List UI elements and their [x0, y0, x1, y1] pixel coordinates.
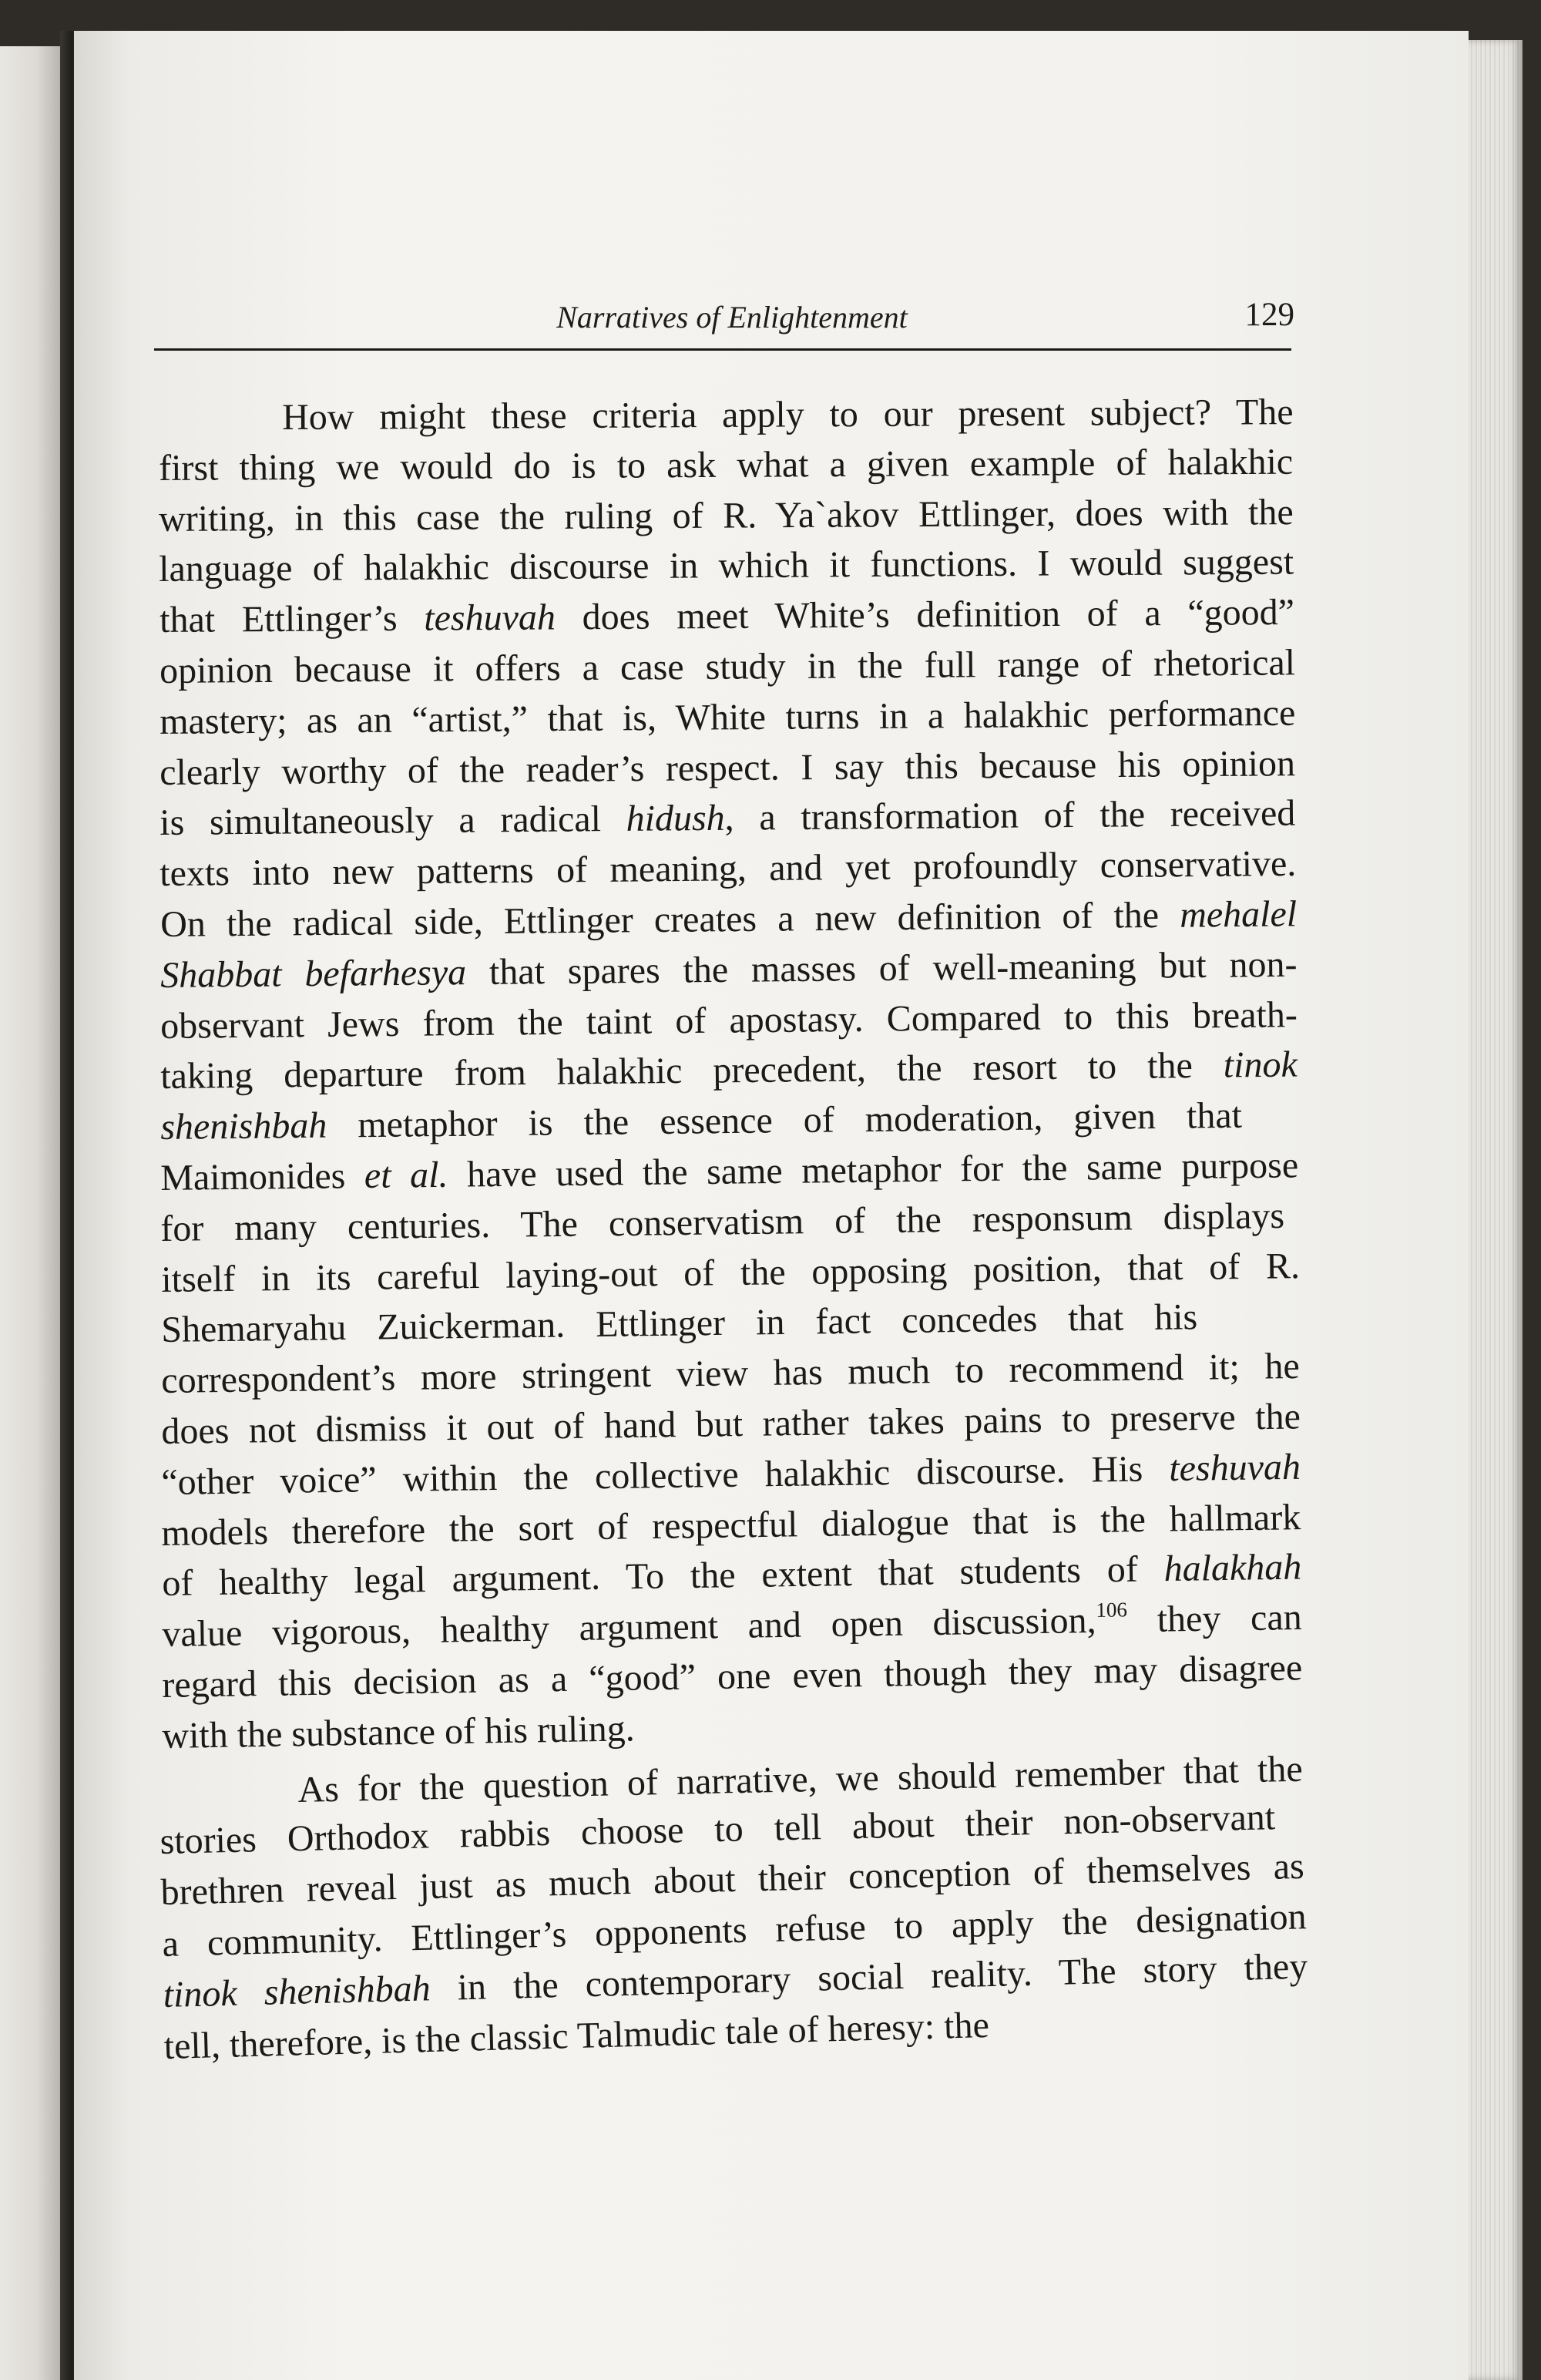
- text-run: brethren reveal just as much about their conception of themselves as: [160, 1845, 1305, 1913]
- text-run: for many centuries. The conservatism of the responsum displays: [160, 1195, 1285, 1249]
- text-run: language of halakhic discourse in which it functions. I would suggest: [159, 541, 1294, 590]
- text-run: clearly worthy of the reader’s respect. I say this because his opinion: [159, 742, 1296, 793]
- text-run: that Ettlinger’s: [159, 597, 425, 641]
- text-run: does meet White’s definition of a “good”: [555, 592, 1294, 638]
- page-number: 129: [1244, 297, 1294, 333]
- text-run: taking departure from halakhic precedent, the resort to the: [160, 1044, 1224, 1098]
- text-run: correspondent’s more stringent view has much to recommend it; he: [160, 1346, 1301, 1402]
- text-run: with the substance of his ruling.: [162, 1708, 636, 1756]
- text-line: [159, 641, 1295, 693]
- text-run: On the radical side, Ettlinger creates a new definition of the: [159, 894, 1180, 945]
- text-line: [159, 440, 1293, 489]
- text-line: [159, 591, 1294, 642]
- running-title: Narratives of Enlightenment: [556, 300, 908, 334]
- italic-term: Shabbat befarhesya: [159, 951, 467, 996]
- italic-term: tinok shenishbah: [162, 1968, 431, 2015]
- text-run: itself in its careful laying-out of the opposing position, that of R.: [160, 1245, 1300, 1300]
- text-line: [159, 692, 1296, 744]
- text-run: that spares the masses of well-meaning but non-: [465, 943, 1298, 993]
- text-run: regard this decision as a “good” one even though they may disagree: [161, 1647, 1303, 1706]
- text-run: observant Jews from the taint of apostasy. Compared to this breath-: [159, 993, 1298, 1047]
- text-run: first thing we would do is to ask what a given example of halakhic: [159, 441, 1294, 489]
- text-run: in the contemporary social reality. The story they: [429, 1945, 1308, 2009]
- text-run: tell, therefore, is the classic Talmudic tale of heresy: the: [163, 2004, 990, 2067]
- italic-term: teshuvah: [423, 597, 556, 639]
- text-run: value vigorous, healthy argument and open discussion,: [161, 1600, 1096, 1656]
- text-run: of healthy legal argument. To the extent that students of: [161, 1548, 1164, 1605]
- text-line: [282, 391, 1294, 439]
- italic-term: teshuvah: [1169, 1446, 1301, 1489]
- page-stack-edges: [1469, 40, 1523, 2380]
- text-run: writing, in this case the ruling of R. Ya`akov Ettlinger, does with the: [159, 491, 1294, 540]
- text-line: [159, 491, 1294, 541]
- text-run: As for the question of narrative, we should remember that the: [297, 1748, 1304, 1810]
- text-run: “other voice” within the collective halakhic discourse. His: [161, 1447, 1170, 1503]
- text-run: a community. Ettlinger’s opponents refuse to apply the designation: [161, 1895, 1307, 1965]
- italic-term: et al.: [364, 1154, 449, 1197]
- text-run: mastery; as an “artist,” that is, White turns in a halakhic performance: [159, 692, 1296, 742]
- text-run: texts into new patterns of meaning, and yet profoundly conservative.: [159, 843, 1297, 895]
- italic-term: halakhah: [1163, 1546, 1302, 1590]
- header-rule: [154, 348, 1291, 351]
- italic-term: mehalel: [1179, 893, 1297, 936]
- italic-term: hidush: [626, 798, 726, 840]
- text-run: stories Orthodox rabbis choose to tell about their non-observant: [159, 1796, 1276, 1862]
- text-line: [159, 742, 1295, 795]
- text-run: Maimonides: [160, 1155, 365, 1198]
- text-run: metaphor is the essence of moderation, given that: [327, 1094, 1243, 1146]
- text-line: [159, 541, 1294, 591]
- text-run: How might these criteria apply to our present subject? The: [282, 392, 1294, 438]
- footnote-ref: 106: [1095, 1598, 1127, 1622]
- text-run: , a transformation of the received: [724, 792, 1296, 839]
- text-run: Shemaryahu Zuickerman. Ettlinger in fact concedes that his: [160, 1296, 1198, 1351]
- italic-term: shenishbah: [160, 1104, 327, 1148]
- italic-term: tinok: [1223, 1044, 1298, 1086]
- text-run: is simultaneously a radical: [159, 798, 627, 844]
- text-run: they can: [1126, 1597, 1302, 1641]
- text-run: have used the same metaphor for the same purpose: [448, 1145, 1299, 1195]
- text-run: opinion because it offers a case study in the full range of rhetorical: [159, 642, 1295, 691]
- text-run: does not dismiss it out of hand but rather takes pains to preserve the: [161, 1396, 1301, 1452]
- left-page-edge: [0, 46, 68, 2380]
- text-run: models therefore the sort of respectful dialogue that is the hallmark: [161, 1496, 1302, 1554]
- text-line: [162, 1707, 635, 1758]
